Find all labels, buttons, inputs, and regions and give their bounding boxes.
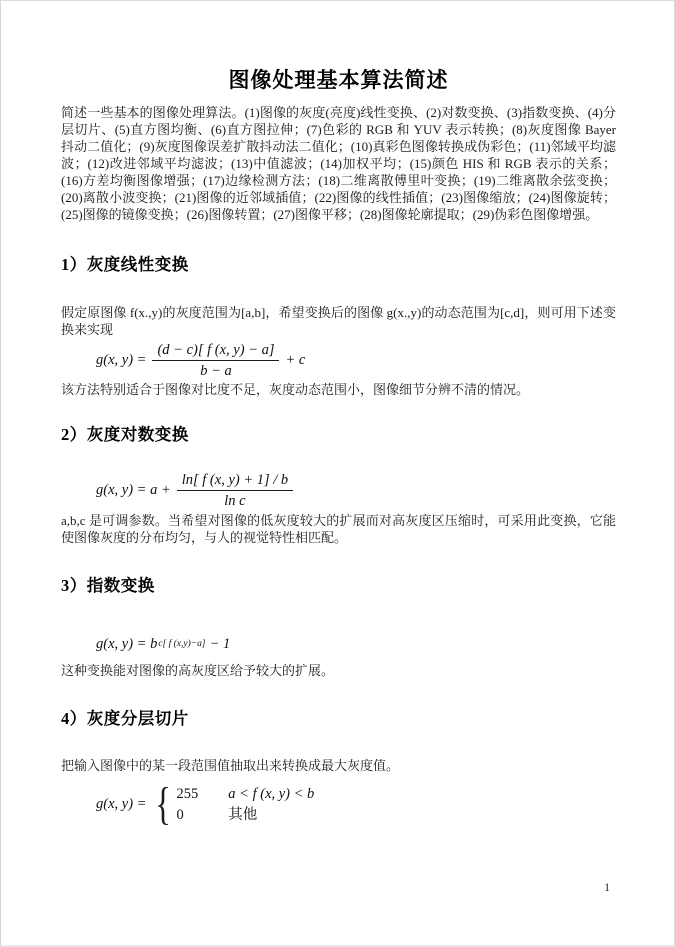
intro-paragraph: 简述一些基本的图像处理算法。(1)图像的灰度(亮度)线性变换、(2)对数变换、(3)指数变换、(4)分层切片、(5)直方图均衡、(6)直方图拉伸；(7)色彩的 RGB 和 YUV 表示转换；(8)灰度图像 Bayer 抖动二值化；(9)灰度图像误差扩散抖动法二值化；(10)真彩色图像转换成伪彩色；(11)邻域平均滤波；(12)改进邻域平均滤波；(13)中值滤波；(14)加权平均；(15)颜色 HIS 和 RGB 表示的关系；(16)方差均衡图像增强；(17)边缘检测方法；(18)二维离散傅里叶变换；(19)二维离散余弦变换；(20)离散小波变换；(21)图像的近邻域插值；(22)图像的线性插值；(23)图像缩放；(24)图像旋转；(25)图像的镜像变换；(26)图像转置；(27)图像平移；(28)图像轮廓提取；(29)伪彩色图像增强。 bbox=[61, 105, 616, 222]
formula-4-lhs: g(x, y) = bbox=[96, 795, 147, 812]
formula-4-cases bbox=[152, 778, 315, 829]
section-3-heading: 3）指数变换 bbox=[61, 576, 155, 595]
section-gray-linear-transform bbox=[61, 254, 616, 398]
page-number: 1 bbox=[604, 882, 610, 894]
section-1-heading: 1）灰度线性变换 bbox=[61, 255, 189, 274]
formula-log-transform bbox=[96, 471, 616, 510]
section-2-heading: 2）灰度对数变换 bbox=[61, 425, 189, 444]
case-2-condition: 其他 bbox=[228, 806, 258, 823]
section-1-note: 该方法特别适合于图像对比度不足，灰度动态范围小，图像细节分辨不清的情况。 bbox=[61, 382, 530, 397]
formula-exponential-transform: g(x, y) = b c[ f (x,y)−a] − 1 bbox=[96, 635, 231, 652]
document-title: 图像处理基本算法简述 bbox=[228, 68, 449, 92]
section-exponential-transform bbox=[61, 575, 616, 679]
formula-3-base: g(x, y) = b bbox=[96, 635, 158, 652]
formula-2-fraction bbox=[177, 471, 293, 510]
case-1-value: 255 bbox=[176, 785, 199, 802]
formula-1-numerator: (d − c)[ f (x, y) − a] bbox=[152, 341, 279, 361]
case-2-value: 0 bbox=[176, 806, 184, 823]
section-4-heading: 4）灰度分层切片 bbox=[61, 709, 189, 728]
formula-2-denominator: ln c bbox=[224, 493, 246, 509]
formula-linear-transform bbox=[96, 341, 616, 380]
section-gray-log-transform bbox=[61, 424, 616, 546]
formula-1-denominator: b − a bbox=[200, 363, 232, 379]
page-content bbox=[1, 67, 674, 829]
formula-2-numerator: ln[ f (x, y) + 1] / b bbox=[177, 471, 293, 491]
section-4-lead: 把输入图像中的某一段范围值抽取出来转换成最大灰度值。 bbox=[61, 758, 400, 773]
case-1-condition: a < f (x, y) < b bbox=[228, 785, 315, 802]
section-3-note: 这种变换能对图像的高灰度区给予较大的扩展。 bbox=[61, 663, 335, 678]
formula-level-slicing bbox=[96, 778, 616, 829]
formula-1-lhs: g(x, y) = bbox=[96, 352, 147, 368]
section-gray-level-slicing bbox=[61, 708, 616, 829]
formula-3-tail: − 1 bbox=[209, 635, 231, 652]
formula-1-tail: + c bbox=[285, 352, 306, 368]
formula-1-fraction bbox=[152, 341, 279, 380]
section-2-note: a,b,c 是可调参数。当希望对图像的低灰度较大的扩展而对高灰度区压缩时，可采用此变换，它能使图像灰度的分布均匀，与人的视觉特性相匹配。 bbox=[61, 513, 616, 545]
formula-4-case-grid bbox=[177, 785, 315, 824]
formula-2-lhs: g(x, y) = a + bbox=[96, 482, 171, 498]
left-brace-glyph: { bbox=[155, 778, 172, 829]
section-1-lead: 假定原图像 f(x.,y)的灰度范围为[a,b]，希望变换后的图像 g(x.,y)的动态范围为[c,d]，则可用下述变换来实现 bbox=[61, 305, 616, 337]
